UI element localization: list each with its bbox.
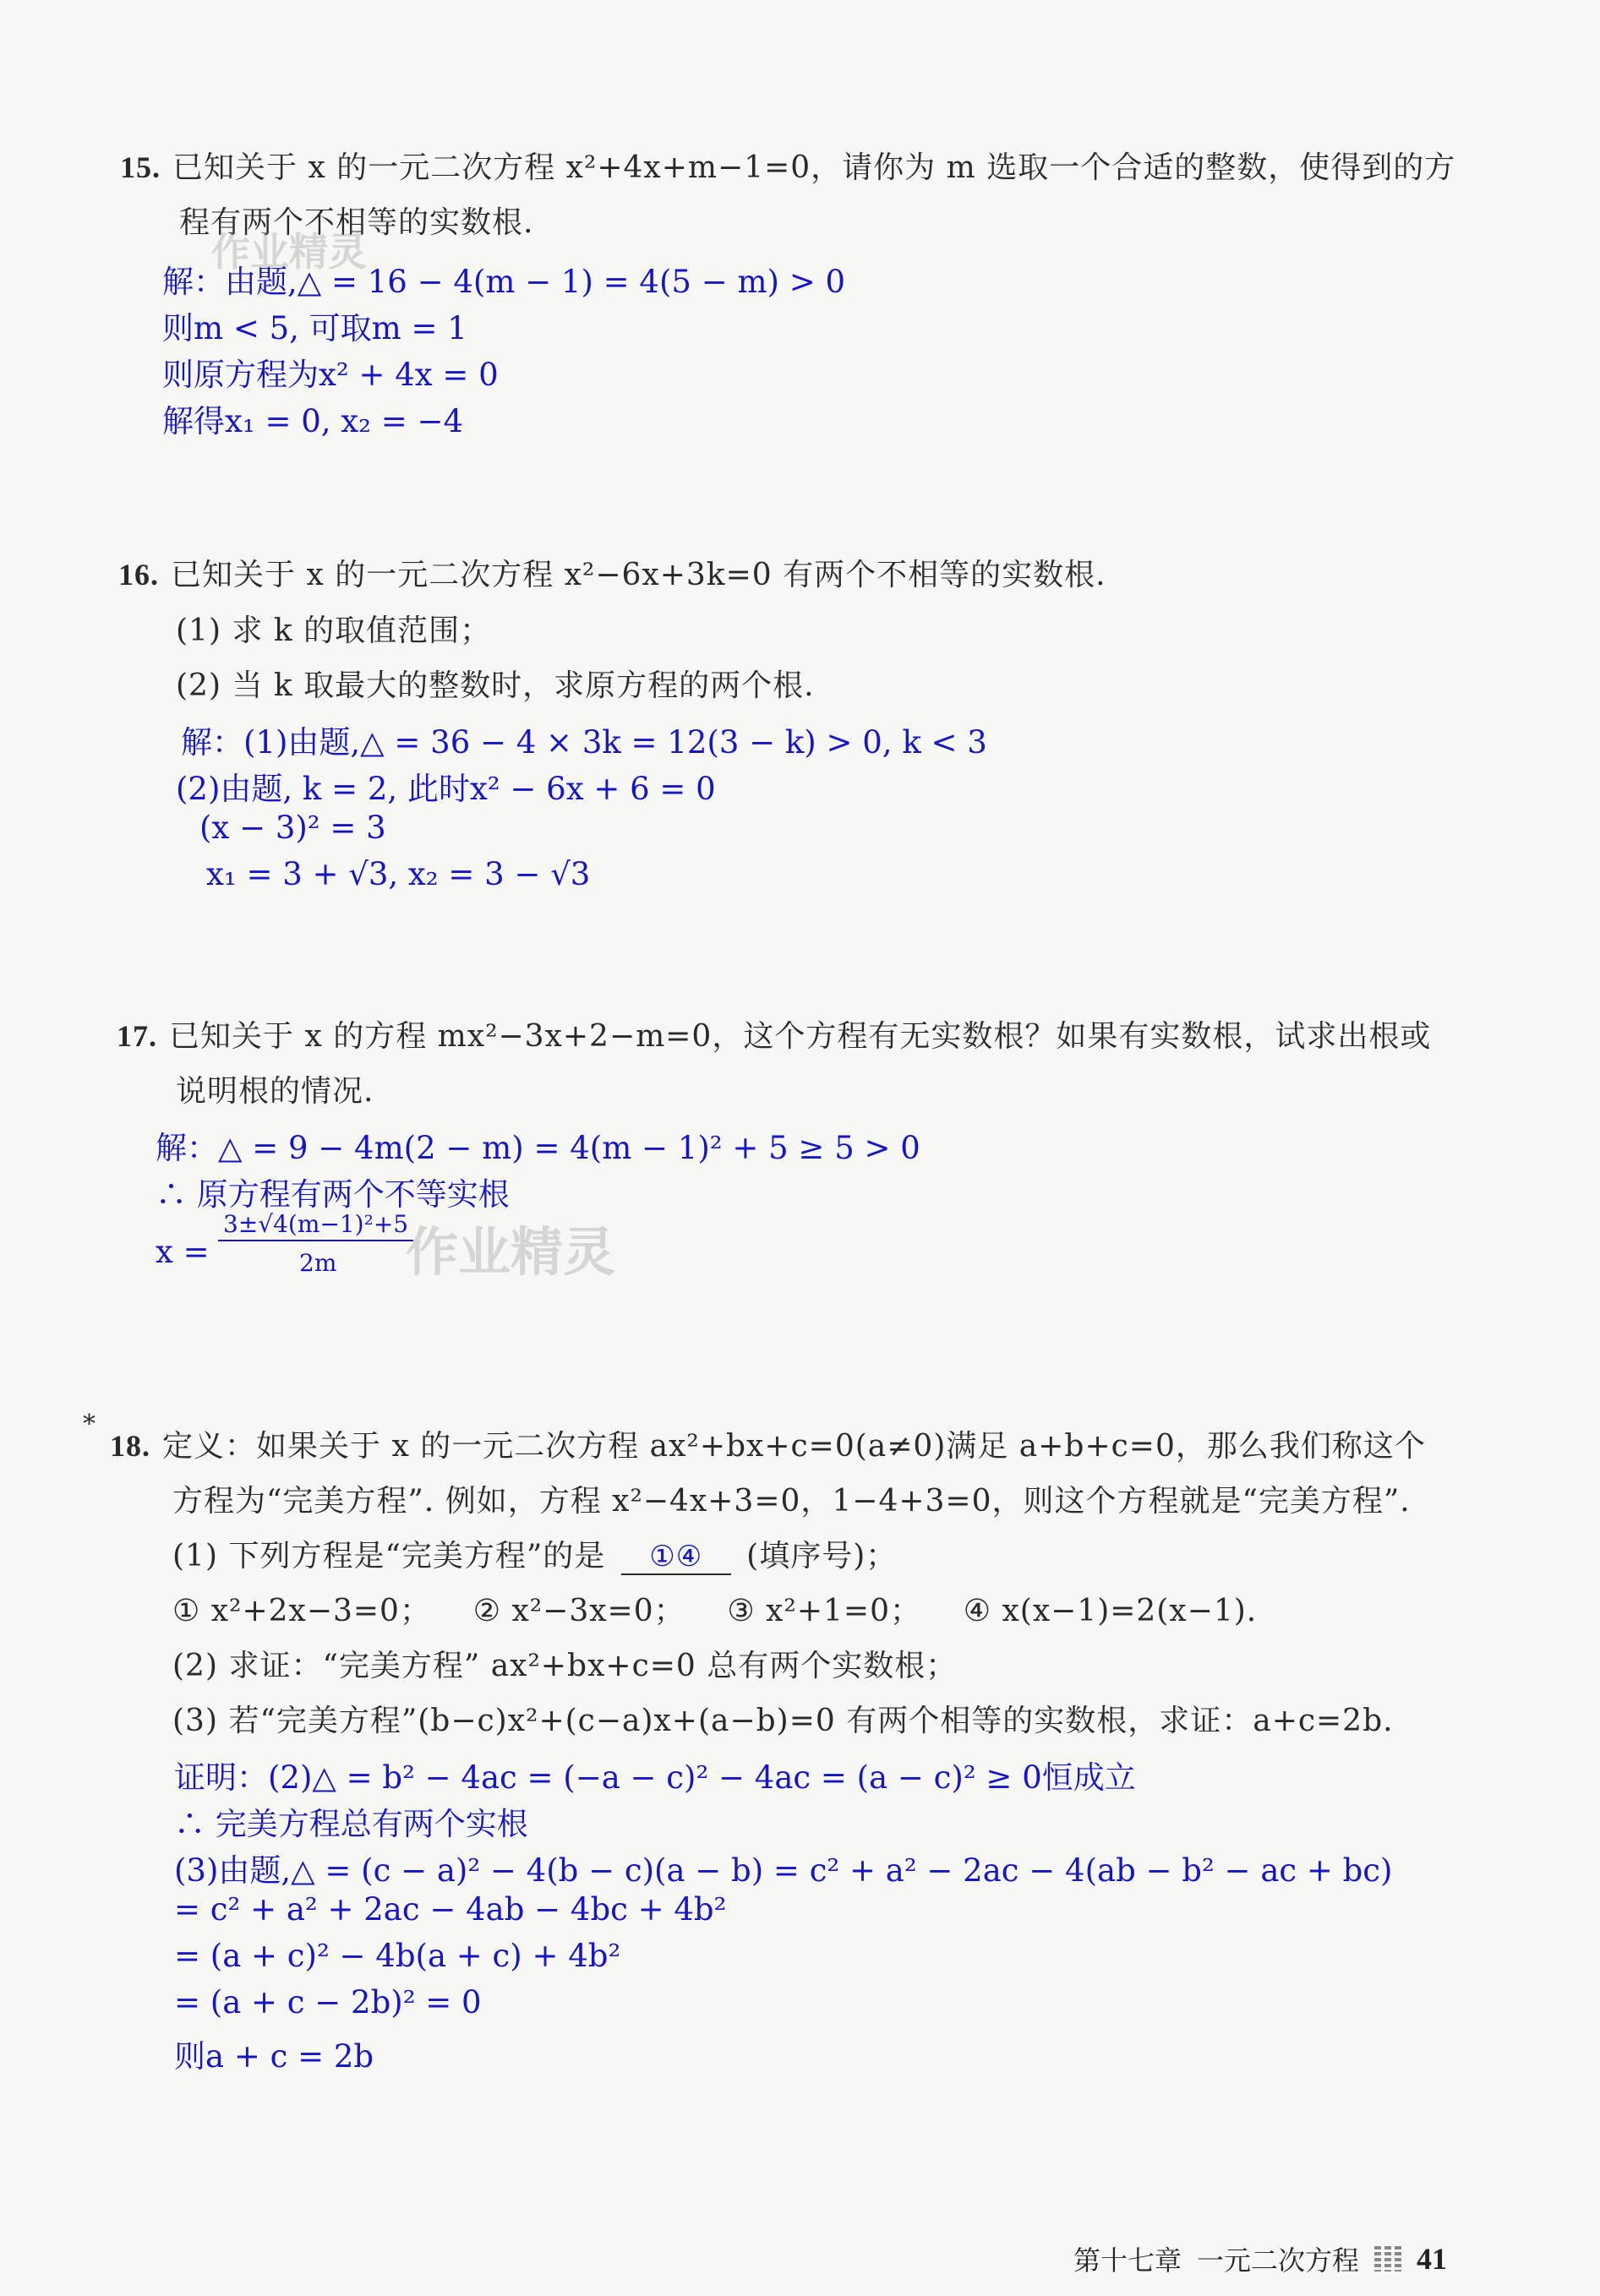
q17-root-numerator: 3±√4(m−1)²+5 — [218, 1210, 413, 1241]
q15-answer-3: 则原方程为x² + 4x = 0 — [162, 357, 499, 393]
q15-line2: 程有两个不相等的实数根. — [179, 205, 534, 240]
footer-chapter: 第十七章 — [1073, 2244, 1182, 2277]
q18-part2: (2) 求证：“完美方程” ax²+bx+c=0 总有两个实数根； — [172, 1649, 958, 1683]
q18-answer-5: = (a + c)² − 4b(a + c) + 4b² — [174, 1938, 621, 1974]
q15-number: 15. — [120, 150, 161, 184]
q15-answer-1: 解：由题,△ = 16 − 4(m − 1) = 4(5 − m) > 0 — [162, 264, 846, 300]
q17-number: 17. — [117, 1019, 157, 1053]
q18-answer-2: ∴ 完美方程总有两个实根 — [174, 1806, 528, 1842]
watermark-2: 作业精灵 — [406, 1221, 616, 1283]
q18-part3: (3) 若“完美方程”(b−c)x²+(c−a)x+(a−b)=0 有两个相等的实数根，求证：a+c=2b. — [172, 1704, 1394, 1738]
footer-title: 一元二次方程 — [1197, 2244, 1360, 2277]
q16-answer-3: (x − 3)² = 3 — [199, 810, 386, 846]
q16-part2: (2) 当 k 取最大的整数时，求原方程的两个根. — [176, 668, 815, 703]
q16-text-1: 已知关于 x 的一元二次方程 x²−6x+3k=0 有两个不相等的实数根. — [171, 558, 1106, 592]
watermark-1: 作业精灵 — [211, 229, 367, 275]
q16-part1: (1) 求 k 的取值范围； — [176, 614, 492, 648]
q17-line2: 说明根的情况. — [176, 1074, 374, 1109]
q15-line1 — [120, 144, 1455, 187]
q15-answer-2: 则m < 5, 可取m = 1 — [162, 310, 467, 346]
q18-line2: 方程为“完美方程”. 例如，方程 x²−4x+3=0，1−4+3=0，则这个方程就是“完美方程”. — [172, 1484, 1411, 1519]
q18-answer-4: = c² + a² + 2ac − 4ab − 4bc + 4b² — [174, 1891, 727, 1928]
q18-part1-text: (1) 下列方程是“完美方程”的是 — [172, 1539, 606, 1573]
q18-star: * — [83, 1410, 96, 1439]
q15-text-1: 已知关于 x 的一元二次方程 x²+4x+m−1=0，请你为 m 选取一个合适的整数，使得到的方 — [172, 150, 1456, 185]
q18-options: ① x²+2x−3=0； ② x²−3x=0； ③ x²+1=0； ④ x(x−1)=2(x−1). — [172, 1594, 1258, 1628]
q18-answer-1: 证明：(2)△ = b² − 4ac = (−a − c)² − 4ac = (a − c)² ≥ 0恒成立 — [174, 1759, 1136, 1796]
footer-decoration-icon — [1374, 2246, 1401, 2271]
q18-fill-blank: ①④ — [621, 1540, 731, 1575]
q16-answer-2: (2)由题, k = 2, 此时x² − 6x + 6 = 0 — [176, 771, 716, 807]
q17-text-1: 已知关于 x 的方程 mx²−3x+2−m=0，这个方程有无实数根？如果有实数根，试求出根或 — [169, 1019, 1432, 1054]
q18-part1-suffix: (填序号)； — [746, 1539, 898, 1573]
q18-line1 — [110, 1422, 1426, 1465]
q16-answer-1: 解：(1)由题,△ = 36 − 4 × 3k = 12(3 − k) > 0, k < 3 — [181, 724, 987, 761]
q18-part1 — [172, 1532, 897, 1575]
q18-answer-7: 则a + c = 2b — [174, 2038, 374, 2075]
q16-line1 — [118, 551, 1106, 594]
q18-number: 18. — [110, 1429, 150, 1463]
q18-answer-3: (3)由题,△ = (c − a)² − 4(b − c)(a − b) = c² + a² − 2ac − 4(ab − b² − ac + bc) — [174, 1852, 1393, 1889]
q16-number: 16. — [118, 558, 159, 592]
page-number: 41 — [1417, 2242, 1448, 2276]
q15-answer-4: 解得x₁ = 0, x₂ = −4 — [162, 403, 464, 439]
q17-answer-1: 解：△ = 9 − 4m(2 − m) = 4(m − 1)² + 5 ≥ 5 > 0 — [156, 1130, 920, 1166]
q17-answer-2: ∴ 原方程有两个不等实根 — [156, 1176, 510, 1213]
q17-root-lhs: x = — [156, 1234, 210, 1270]
q16-answer-4: x₁ = 3 + √3, x₂ = 3 − √3 — [206, 856, 591, 892]
q18-answer-6: = (a + c − 2b)² = 0 — [174, 1984, 482, 2021]
q18-text-1: 定义：如果关于 x 的一元二次方程 ax²+bx+c=0(a≠0)满足 a+b+c=0，那么我们称这个 — [162, 1429, 1426, 1464]
q17-root-denominator: 2m — [299, 1249, 337, 1277]
page-footer — [1073, 2239, 1447, 2278]
q17-line1 — [117, 1012, 1431, 1055]
